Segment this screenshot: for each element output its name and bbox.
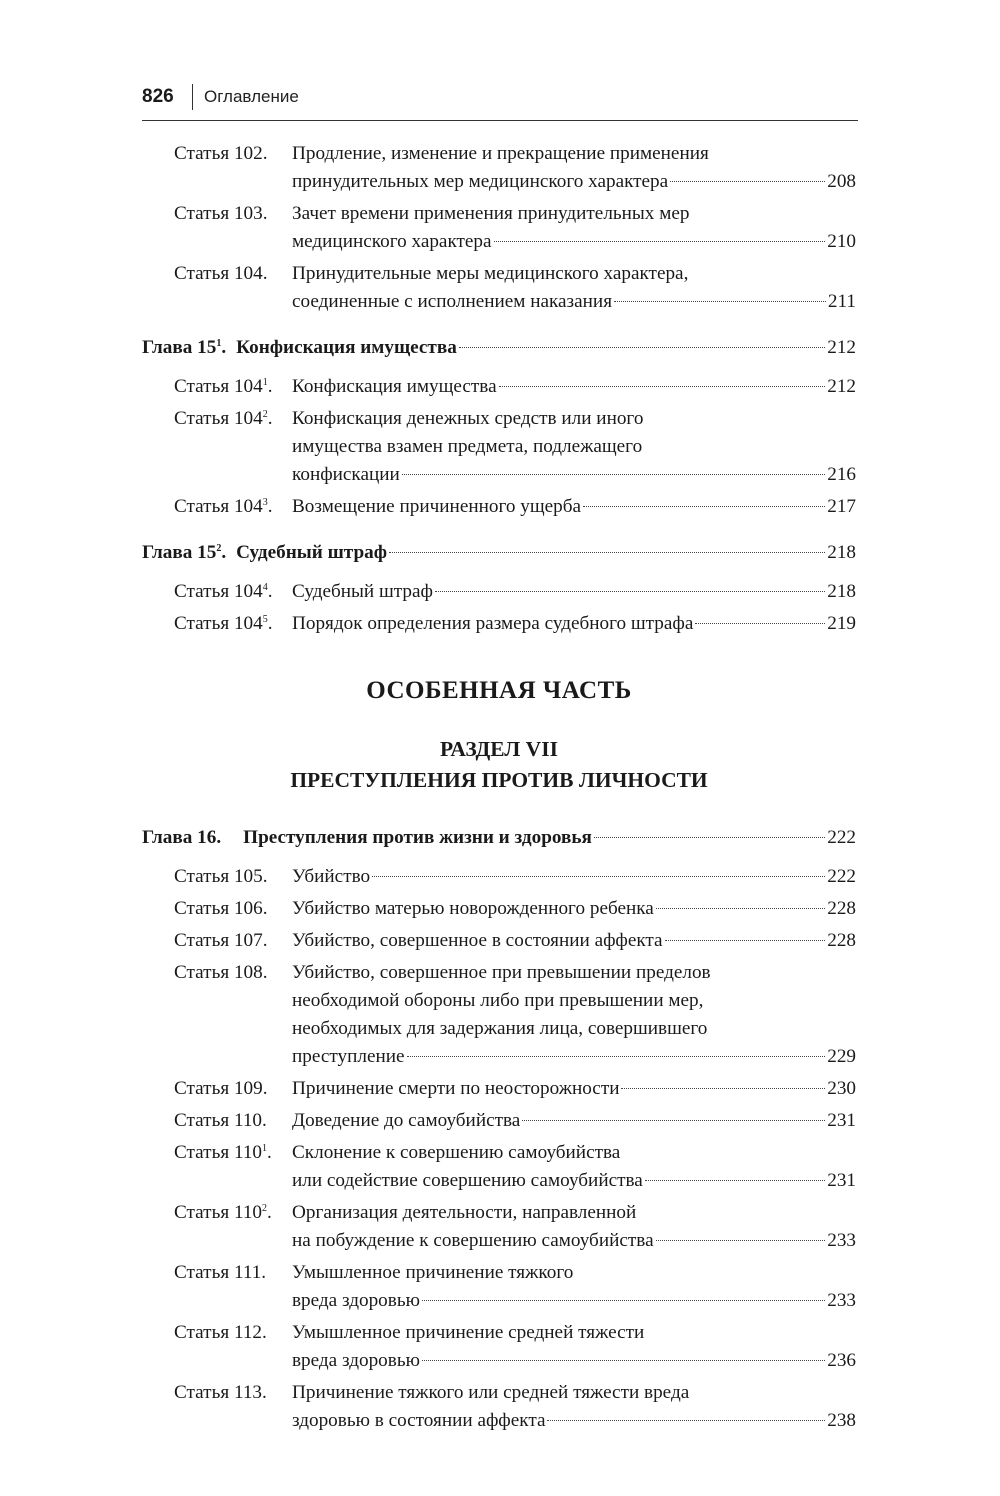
dot-leader — [402, 474, 825, 475]
page-ref: 222 — [827, 827, 856, 848]
entry-title-line: или содействие совершению самоубийства — [292, 1170, 643, 1191]
dot-leader — [547, 1420, 825, 1421]
chapter-sup: 2 — [216, 543, 222, 554]
dot-leader — [422, 1360, 825, 1361]
chapter-label: Глава 15 — [142, 337, 217, 358]
article-sup: 4 — [262, 582, 268, 593]
running-title: Оглавление — [204, 87, 299, 106]
entry-title-line: Умышленное причинение тяжкого — [292, 1262, 574, 1283]
page-ref: 229 — [827, 1046, 856, 1067]
toc-entry-article-104-4[interactable]: Статья $104^4$. Судебный штраф 218 — [142, 578, 856, 606]
dot-leader — [522, 1120, 825, 1121]
article-sup: 5 — [262, 614, 268, 625]
dot-leader — [583, 506, 825, 507]
entry-title-line: необходимой обороны либо при превышении мер, — [292, 990, 704, 1011]
chapter-label: Глава 15 — [142, 542, 217, 563]
entry-title-line: Доведение до самоубийства — [292, 1110, 521, 1131]
article-sup: 2 — [262, 1203, 268, 1214]
dot-leader — [670, 181, 825, 182]
page-number: 826 — [142, 86, 174, 107]
page-ref: 208 — [827, 171, 856, 192]
article-label: Статья 107. — [174, 930, 268, 951]
entry-title-line: конфискации — [292, 464, 400, 485]
page-ref: 230 — [827, 1078, 856, 1099]
article-label: Статья 109. — [174, 1078, 268, 1099]
toc-entry-article-110-1[interactable]: Статья $110^1$. Склонение к совершению самоубийства или содействие совершению самоубийства 231 — [142, 1139, 856, 1195]
toc-entry-article-110-2[interactable]: Статья $110^2$. Организация деятельности, направленной на побуждение к совершению самоубийства 233 — [142, 1199, 856, 1255]
entry-title-line: Причинение смерти по неосторожности — [292, 1078, 620, 1099]
toc-entry-article-112[interactable] — [142, 1319, 856, 1375]
article-sup: 3 — [262, 497, 268, 508]
page-ref: 218 — [827, 542, 856, 563]
entry-title-line: соединенные с исполнением наказания — [292, 291, 613, 312]
page-ref: 210 — [827, 231, 856, 252]
page-ref: 219 — [827, 613, 856, 634]
dot-leader — [614, 301, 826, 302]
page-ref: 211 — [827, 291, 856, 312]
dot-leader — [435, 591, 825, 592]
toc-entry-article-109[interactable] — [142, 1075, 856, 1103]
entry-title-line: имущества взамен предмета, подлежащего — [292, 436, 643, 457]
dot-leader — [389, 552, 825, 553]
toc-entry-article-106[interactable] — [142, 895, 856, 923]
chapter-title: Конфискация имущества — [236, 337, 457, 358]
toc-entry-article-104-2[interactable]: Статья $104^2$. Конфискация денежных средств или иного имущества взамен предмета, подлежащего конфискации 216 — [142, 405, 856, 489]
article-label: Статья 104 — [174, 581, 263, 602]
toc-entry-article-104-1[interactable]: Статья $104^1$. Конфискация имущества 212 — [142, 373, 856, 401]
dot-leader — [656, 908, 825, 909]
article-label: Статья 104 — [174, 613, 263, 634]
entry-title-line: Возмещение причиненного ущерба — [292, 496, 582, 517]
article-label: Статья 105. — [174, 866, 268, 887]
entry-title-line: Склонение к совершению самоубийства — [292, 1142, 621, 1163]
chapter-title: Судебный штраф — [236, 542, 388, 563]
article-sup: 2 — [262, 409, 268, 420]
dot-leader — [459, 347, 825, 348]
toc-chapter-16[interactable] — [142, 824, 856, 852]
dot-leader — [645, 1180, 825, 1181]
dot-leader — [656, 1240, 826, 1241]
toc-entry-article-104-3[interactable]: Статья $104^3$. Возмещение причиненного ущерба 217 — [142, 493, 856, 521]
entry-title-line: на побуждение к совершению самоубийства — [292, 1230, 654, 1251]
article-label: Статья 112. — [174, 1322, 267, 1343]
page-ref: 233 — [827, 1290, 856, 1311]
article-sup: 1 — [262, 1143, 268, 1154]
article-label: Статья 103. — [174, 203, 268, 224]
article-label: Статья 102. — [174, 143, 268, 164]
page-ref: 218 — [827, 581, 856, 602]
article-label: Статья 113. — [174, 1382, 267, 1403]
entry-title-line: принудительных мер медицинского характера — [292, 171, 669, 192]
dot-leader — [665, 940, 826, 941]
toc-entry-article-105[interactable] — [142, 863, 856, 891]
article-label: Статья 104 — [174, 496, 263, 517]
entry-title-line: Порядок определения размера судебного штрафа — [292, 613, 694, 634]
article-label: Статья 104 — [174, 376, 263, 397]
dot-leader — [372, 876, 825, 877]
page-ref: 222 — [827, 866, 856, 887]
dot-leader — [499, 386, 826, 387]
entry-title-line: медицинского характера — [292, 231, 492, 252]
article-label: Статья 104 — [174, 408, 263, 429]
entry-title-line: Причинение тяжкого или средней тяжести вреда — [292, 1382, 690, 1403]
page-ref: 233 — [827, 1230, 856, 1251]
header-divider — [192, 84, 193, 110]
entry-title-line: вреда здоровью — [292, 1290, 420, 1311]
dot-leader — [695, 623, 825, 624]
dot-leader — [594, 837, 825, 838]
entry-title-line: Умышленное причинение средней тяжести — [292, 1322, 645, 1343]
article-sup: 1 — [262, 377, 268, 388]
page-ref: 212 — [827, 337, 856, 358]
entry-title-line: преступление — [292, 1046, 405, 1067]
toc-chapter-15-2[interactable]: Глава $15^2$. Судебный штраф 218 — [142, 539, 856, 567]
entry-title-line: Продление, изменение и прекращение применения — [292, 143, 709, 164]
entry-title-line: Конфискация имущества — [292, 376, 497, 397]
section-title: ПРЕСТУПЛЕНИЯ ПРОТИВ ЛИЧНОСТИ — [290, 768, 708, 792]
article-label: Статья 104. — [174, 263, 268, 284]
entry-title-line: необходимых для задержания лица, совершившего — [292, 1018, 708, 1039]
dot-leader — [494, 241, 826, 242]
entry-title-line: Убийство, совершенное в состоянии аффекта — [292, 930, 663, 951]
part-heading: ОСОБЕННАЯ ЧАСТЬ — [366, 677, 632, 704]
entry-title-line: Убийство, совершенное при превышении пределов — [292, 962, 711, 983]
article-label: Статья 111. — [174, 1262, 267, 1283]
toc-entry-article-107[interactable] — [142, 927, 856, 955]
toc-entry-article-113[interactable] — [142, 1379, 856, 1435]
entry-title-line: вреда здоровью — [292, 1350, 420, 1371]
page-ref: 236 — [827, 1350, 856, 1371]
dot-leader — [407, 1056, 826, 1057]
entry-title-line: Убийство — [292, 866, 371, 887]
section-number: РАЗДЕЛ VII — [440, 737, 558, 761]
entry-title-line: Конфискация денежных средств или иного — [292, 408, 644, 429]
page-header — [142, 84, 858, 121]
entry-title-line: здоровью в состоянии аффекта — [292, 1410, 546, 1431]
toc-entry-article-108[interactable] — [142, 959, 856, 1071]
page-ref: 217 — [827, 496, 856, 517]
entry-title-line: Принудительные меры медицинского характера, — [292, 263, 689, 284]
toc-entry-article-102[interactable] — [142, 140, 856, 196]
chapter-title: Преступления против жизни и здоровья — [243, 827, 592, 848]
toc-entry-article-110[interactable] — [142, 1107, 856, 1135]
chapter-sup: 1 — [216, 338, 222, 349]
page-ref: 228 — [827, 898, 856, 919]
page-ref: 228 — [827, 930, 856, 951]
page-ref: 238 — [827, 1410, 856, 1431]
entry-title-line: Убийство матерью новорожденного ребенка — [292, 898, 654, 919]
article-label: Статья 106. — [174, 898, 268, 919]
toc-entry-article-103[interactable] — [142, 200, 856, 256]
table-of-contents — [142, 140, 856, 1439]
toc-chapter-15-1[interactable]: Глава $15^1$. Конфискация имущества 212 — [142, 334, 856, 362]
toc-entry-article-104-5[interactable]: Статья $104^5$. Порядок определения размера судебного штрафа 219 — [142, 610, 856, 638]
entry-title-line: Зачет времени применения принудительных мер — [292, 203, 690, 224]
page-ref: 212 — [827, 376, 856, 397]
article-label: Статья 110 — [174, 1202, 263, 1223]
entry-title-line: Организация деятельности, направленной — [292, 1202, 637, 1223]
page-ref: 216 — [827, 464, 856, 485]
article-label: Статья 110 — [174, 1142, 263, 1163]
article-label: Статья 110. — [174, 1110, 267, 1131]
chapter-label: Глава 16. — [142, 827, 222, 848]
page-ref: 231 — [827, 1170, 856, 1191]
page-ref: 231 — [827, 1110, 856, 1131]
dot-leader — [422, 1300, 825, 1301]
article-label: Статья 108. — [174, 962, 268, 983]
entry-title-line: Судебный штраф — [292, 581, 433, 602]
section-heading — [142, 734, 856, 796]
toc-entry-article-104[interactable] — [142, 260, 856, 316]
toc-entry-article-111[interactable] — [142, 1259, 856, 1315]
dot-leader — [621, 1088, 825, 1089]
